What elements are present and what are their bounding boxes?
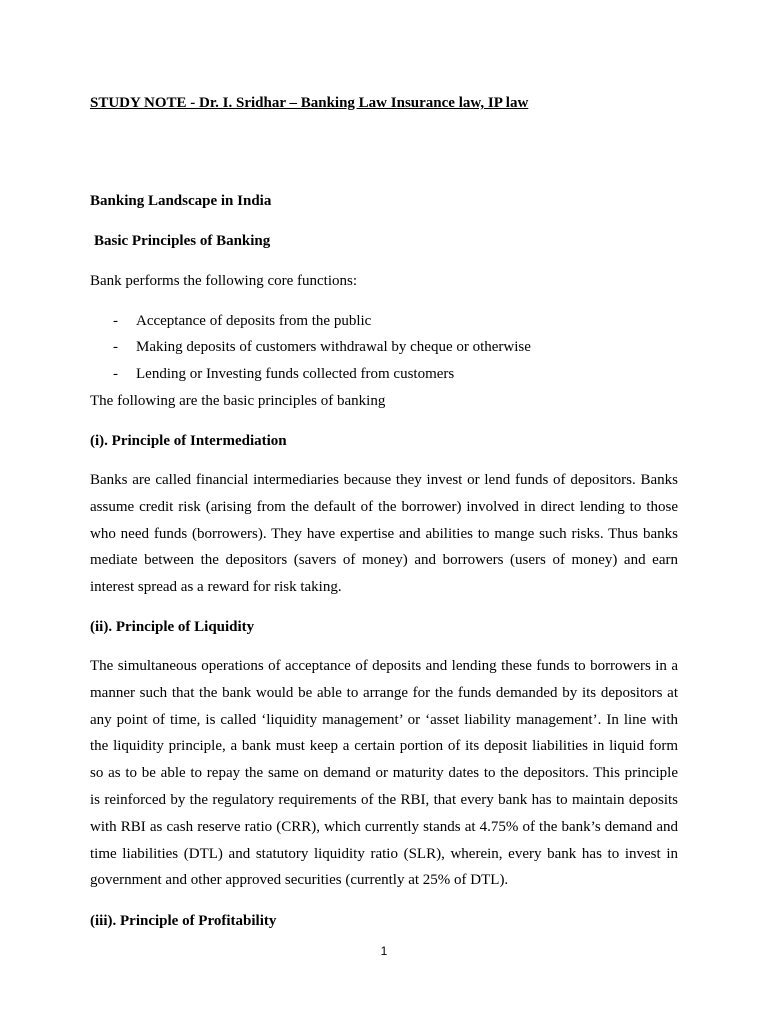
paragraph-line: any point of time, is called ‘liquidity management’ or ‘asset liability management’. In line with: [90, 711, 678, 728]
list-bullet: -: [113, 339, 118, 355]
list-item: Acceptance of deposits from the public: [136, 313, 372, 329]
paragraph-line: government and other approved securities (currently at 25% of DTL).: [90, 872, 509, 889]
page-number: 1: [380, 944, 388, 958]
principle-1-heading: (i). Principle of Intermediation: [90, 433, 287, 449]
paragraph-line: The simultaneous operations of acceptance of deposits and lending these funds to borrowers in a: [90, 658, 678, 674]
paragraph-line: assume credit risk (arising from the default of the borrower) involved in direct lending to those: [90, 498, 678, 515]
paragraph-line: manner such that the bank would be able to arrange for the funds demanded by its depositors at: [90, 684, 678, 701]
heading-basic-principles: Basic Principles of Banking: [94, 233, 271, 249]
paragraph-line: is reinforced by the regulatory requirements of the RBI, that every bank has to maintain deposits: [90, 791, 678, 808]
principle-2-heading: (ii). Principle of Liquidity: [90, 619, 255, 635]
paragraph-line: the liquidity principle, a bank must keep a certain portion of its deposit liabilities in liquid form: [90, 738, 678, 755]
principle-2-paragraph: [90, 657, 678, 898]
principle-3-heading: (iii). Principle of Profitability: [90, 913, 277, 929]
paragraph-line: time liabilities (DTL) and statutory liquidity ratio (SLR), wherein, every bank has to invest in: [90, 845, 678, 862]
paragraph-line: who need funds (borrowers). They have expertise and abilities to mange such risks. Thus banks: [90, 525, 678, 542]
paragraph-line: mediate between the depositors (savers of money) and borrowers (users of money) and earn: [90, 552, 678, 569]
list-bullet: -: [113, 366, 118, 382]
paragraph-line: so as to be able to repay the same on demand or maturity dates to the depositors. This principle: [90, 765, 678, 782]
heading-banking-landscape: Banking Landscape in India: [90, 193, 272, 209]
following-text: The following are the basic principles of banking: [90, 393, 386, 409]
intro-text: Bank performs the following core functions:: [90, 273, 358, 289]
principle-1-paragraph: [90, 471, 678, 605]
document-title: STUDY NOTE - Dr. I. Sridhar – Banking Law Insurance law, IP law: [90, 95, 529, 111]
paragraph-line: interest spread as a reward for risk taking.: [90, 579, 342, 596]
list-bullet: -: [113, 313, 118, 329]
list-item: Lending or Investing funds collected from customers: [136, 366, 455, 382]
paragraph-line: with RBI as cash reserve ratio (CRR), which currently stands at 4.75% of the bank’s demand and: [90, 818, 678, 835]
paragraph-line: Banks are called financial intermediaries because they invest or lend funds of depositors. Banks: [90, 472, 678, 488]
list-item: Making deposits of customers withdrawal by cheque or otherwise: [136, 339, 531, 355]
